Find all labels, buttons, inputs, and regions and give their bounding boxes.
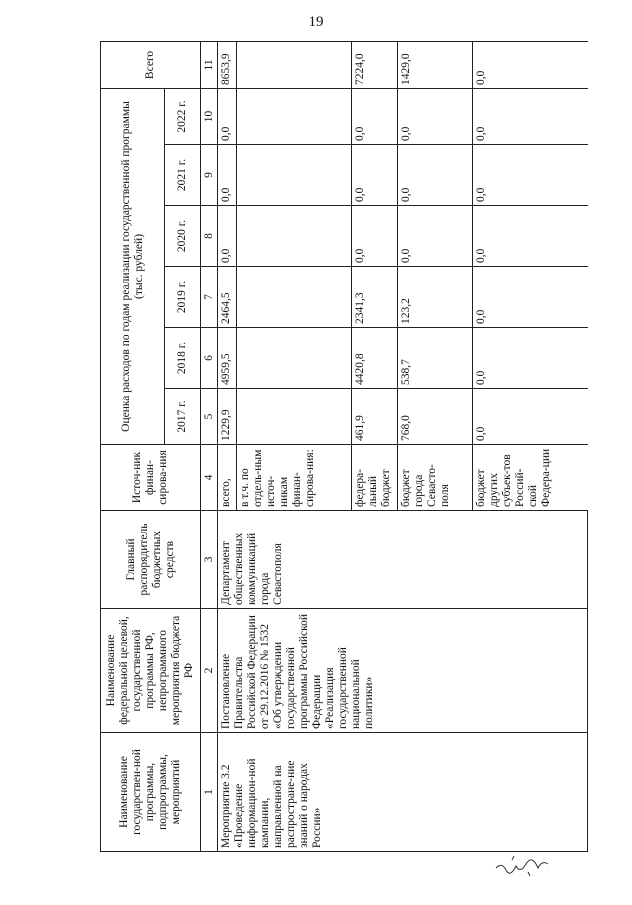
column-number: 11 (201, 41, 218, 88)
value-cell (236, 389, 351, 445)
value-cell: 0,0 (218, 88, 237, 144)
source-label: федера-льный бюджет (351, 445, 397, 511)
value-cell: 0,0 (351, 206, 397, 267)
value-cell (236, 145, 351, 206)
total-cell: 1429,0 (397, 41, 472, 88)
column-number: 10 (201, 88, 218, 144)
value-cell (236, 267, 351, 328)
column-number: 2 (201, 609, 218, 733)
header-year: 2018 г. (165, 328, 201, 389)
header-expense-estimate: Оценка расходов по годам реализации государственной программы (тыс. рублей) (101, 88, 165, 444)
header-total: Всего (101, 41, 201, 88)
value-cell (236, 206, 351, 267)
value-cell: 0,0 (472, 328, 587, 389)
value-cell: 0,0 (218, 145, 237, 206)
total-cell: 7224,0 (351, 41, 397, 88)
value-cell: 2464,5 (218, 267, 237, 328)
column-number: 3 (201, 511, 218, 609)
column-number: 8 (201, 206, 218, 267)
page-number: 19 (308, 14, 324, 30)
column-number: 9 (201, 145, 218, 206)
value-cell: 4959,5 (218, 328, 237, 389)
value-cell: 0,0 (472, 389, 587, 445)
value-cell: 461,9 (351, 389, 397, 445)
column-number: 6 (201, 328, 218, 389)
column-number: 7 (201, 267, 218, 328)
value-cell: 0,0 (351, 145, 397, 206)
event-name: Мероприятие 3.2 «Проведение информацион-ной кампании, направленной на распростране-ние знаний о народах России» (218, 733, 588, 852)
value-cell: 538,7 (397, 328, 472, 389)
column-number: 4 (201, 445, 218, 511)
header-source: Источ-ник финан-сирова-ния (101, 445, 201, 511)
value-cell: 4420,8 (351, 328, 397, 389)
value-cell: 768,0 (397, 389, 472, 445)
budget-table (100, 41, 588, 852)
source-label: бюджет города Севасто-поля (397, 445, 472, 511)
value-cell (236, 88, 351, 144)
value-cell: 1229,9 (218, 389, 237, 445)
header-distributor: Главный распорядитель бюджетных средств (101, 511, 201, 609)
value-cell: 0,0 (397, 145, 472, 206)
column-number: 5 (201, 389, 218, 445)
value-cell: 0,0 (472, 145, 587, 206)
header-federal-program: Наименование федеральной целевой, государственной программы РФ, непрограммного мероприятия бюджета РФ (101, 609, 201, 733)
value-cell (236, 328, 351, 389)
total-cell: 8653,9 (218, 41, 237, 88)
total-cell (236, 41, 351, 88)
ink-mark (492, 852, 552, 878)
value-cell: 0,0 (472, 88, 587, 144)
header-year: 2019 г. (165, 267, 201, 328)
distributor-name: Департамент общественных коммуникаций города Севастополя (218, 511, 588, 609)
value-cell: 0,0 (351, 88, 397, 144)
header-year: 2020 г. (165, 206, 201, 267)
value-cell: 123,2 (397, 267, 472, 328)
value-cell: 0,0 (472, 267, 587, 328)
value-cell: 0,0 (472, 206, 587, 267)
source-label: в т.ч. по отдель-ным источ-никам финан-сирова-ния: (236, 445, 351, 511)
column-number: 1 (201, 733, 218, 852)
value-cell: 0,0 (397, 206, 472, 267)
program-name: Постановление Правительства Российской Федерации от 29.12.2016 № 1532 «Об утверждении государственной программы Российской Федерации «Реализация государственной национальной политики» (218, 609, 588, 733)
value-cell: 0,0 (218, 206, 237, 267)
source-label: всего, (218, 445, 237, 511)
rotated-table-container (100, 42, 588, 852)
header-year: 2021 г. (165, 145, 201, 206)
value-cell: 2341,3 (351, 267, 397, 328)
source-label: бюджет других субъек-тов Россий-ской Федера-ции (472, 445, 587, 511)
value-cell: 0,0 (397, 88, 472, 144)
total-cell: 0,0 (472, 41, 587, 88)
header-year: 2017 г. (165, 389, 201, 445)
header-program: Наименование государствен-ной программы, подпрограммы, мероприятий (101, 733, 201, 852)
header-year: 2022 г. (165, 88, 201, 144)
